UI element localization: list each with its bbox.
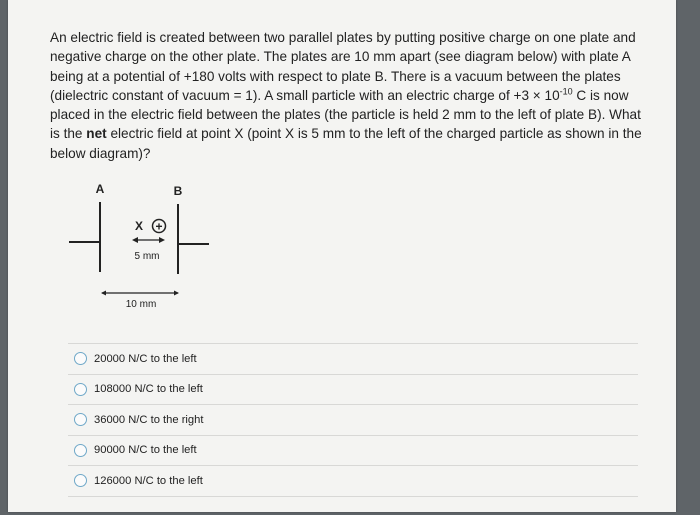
point-x-label: X (134, 219, 144, 233)
radio-button[interactable] (74, 383, 87, 396)
option-label: 126000 N/C to the left (94, 474, 203, 487)
plate-a-label: A (95, 182, 105, 196)
option-2[interactable] (68, 374, 638, 405)
option-label: 90000 N/C to the left (94, 444, 197, 457)
question-bold-word: net (86, 126, 107, 142)
question-intro: An electric field is created between two parallel plates by putting positive charge on one plate and negative charge on the other plate. The plates are 10 mm apart (see diagram below) with plate A being at a potential of +180 volts with respect to plate B. There is a vacuum between the plates (dielectric constant of vacuum = 1). A small particle with an electric charge of +3 × 10 (50, 30, 636, 103)
plate-distance-label: 10 mm (125, 299, 157, 310)
plate-b-label: B (173, 184, 183, 198)
charge-exponent: -10 (559, 86, 573, 97)
option-1[interactable] (68, 343, 638, 374)
option-5[interactable] (68, 465, 638, 497)
option-label: 20000 N/C to the left (94, 352, 197, 365)
question-text (50, 28, 650, 163)
question-middle: C is now placed in the electric field between the plates (the particle is held 2 mm to the left of plate B). What is the (50, 87, 641, 142)
option-4[interactable] (68, 435, 638, 466)
plates-diagram (66, 180, 216, 315)
answer-options (68, 343, 638, 497)
plate-arrow-right-head (174, 291, 179, 296)
radio-button[interactable] (74, 474, 87, 487)
small-arrow-left-head (132, 237, 138, 243)
small-arrow-right-head (159, 237, 165, 243)
plates-diagram-svg (66, 180, 216, 315)
option-3[interactable] (68, 404, 638, 435)
plate-arrow-left-head (101, 291, 106, 296)
question-end: electric field at point X (point X is 5 mm to the left of the charged particle as shown in the below diagram)? (50, 126, 642, 161)
option-label: 36000 N/C to the right (94, 413, 204, 426)
option-label: 108000 N/C to the left (94, 383, 203, 396)
small-distance-label: 5 mm (134, 251, 160, 262)
radio-button[interactable] (74, 413, 87, 426)
question-page (8, 0, 676, 512)
charge-sign: + (155, 219, 163, 234)
radio-button[interactable] (74, 352, 87, 365)
radio-button[interactable] (74, 444, 87, 457)
